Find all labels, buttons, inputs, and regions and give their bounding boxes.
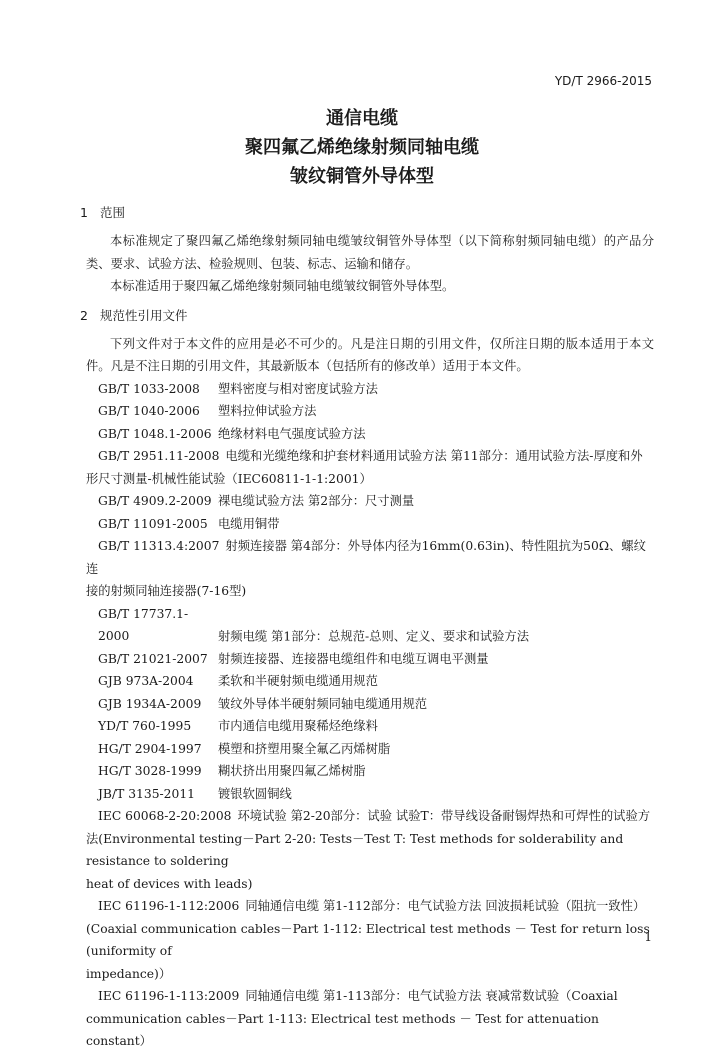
reference-title: 塑料密度与相对密度试验方法 xyxy=(218,381,378,396)
reference-code: GJB 973A-2004 xyxy=(98,674,194,688)
reference-item xyxy=(86,783,654,806)
reference-continuation: 形尺寸测量-机械性能试验（IEC60811-1-1:2001） xyxy=(86,471,372,486)
reference-title: 塑料拉伸试验方法 xyxy=(218,404,317,418)
reference-title: 模塑和挤塑用聚全氟乙丙烯树脂 xyxy=(218,741,391,756)
reference-code: GB/T 1048.1-2006 xyxy=(98,426,212,441)
reference-item xyxy=(86,490,654,513)
section-number: 1 xyxy=(80,205,88,220)
reference-title: 皱纹外导体半硬射频同轴电缆通用规范 xyxy=(218,696,428,711)
reference-item xyxy=(86,445,654,468)
scope-paragraph-2: 本标准适用于聚四氟乙烯绝缘射频同轴电缆皱纹铜管外导体型。 xyxy=(110,279,455,293)
title-block xyxy=(0,104,724,191)
section-title: 规范性引用文件 xyxy=(100,307,188,323)
reference-code: GB/T 17737.1-2000 xyxy=(98,606,189,643)
reference-item xyxy=(86,513,654,536)
reference-continuation: impedance)） xyxy=(86,966,172,981)
reference-code: GB/T 11313.4:2007 xyxy=(98,539,220,553)
reference-title: 糊状挤出用聚四氟乙烯树脂 xyxy=(218,764,366,778)
reference-continuation: 法(Environmental testing－Part 2-20: Tests－Test T: Test methods for solderability and resistance to soldering xyxy=(86,831,624,868)
reference-title: 镀银软圆铜线 xyxy=(218,786,292,801)
reference-code: IEC 61196-1-113:2009 xyxy=(98,989,240,1003)
reference-title: 绝缘材料电气强度试验方法 xyxy=(218,426,366,441)
reference-item xyxy=(86,715,654,738)
reference-title: 柔软和半硬射频电缆通用规范 xyxy=(218,674,378,688)
reference-title: 同轴通信电缆 第1-113部分：电气试验方法 衰减常数试验（Coaxial xyxy=(245,989,618,1003)
reference-item xyxy=(86,895,654,918)
reference-item xyxy=(86,670,654,693)
section-number: 2 xyxy=(80,307,88,323)
reference-code: GB/T 1033-2008 xyxy=(98,381,200,396)
reference-item xyxy=(86,378,654,401)
reference-continuation: heat of devices with leads) xyxy=(86,876,253,891)
reference-list xyxy=(74,378,654,1053)
reference-title: 环境试验 第2-20部分：试验 试验T：带导线设备耐锡焊热和可焊性的试验方 xyxy=(237,809,651,823)
reference-item xyxy=(86,738,654,761)
reference-item xyxy=(86,603,654,648)
reference-title: 射频连接器 第4部分：外导体内径为16mm(0.63in)、特性阻抗为50Ω、螺纹连 xyxy=(86,539,646,576)
reference-title: 射频电缆 第1部分：总规范-总则、定义、要求和试验方法 xyxy=(218,629,530,643)
reference-code: GB/T 1040-2006 xyxy=(98,404,200,418)
reference-title: 电缆和光缆绝缘和护套材料通用试验方法 第11部分：通用试验方法-厚度和外 xyxy=(225,449,643,463)
reference-code: GB/T 2951.11-2008 xyxy=(98,449,220,463)
reference-title: 市内通信电缆用聚稀烃绝缘料 xyxy=(218,719,378,733)
reference-code: YD/T 760-1995 xyxy=(98,719,192,733)
reference-item xyxy=(86,985,654,1008)
document-code: YD/T 2966-2015 xyxy=(554,74,652,88)
reference-code: HG/T 2904-1997 xyxy=(98,741,202,756)
reference-continuation: communication cables－Part 1-113: Electrical test methods － Test for attenuation constant） xyxy=(86,1011,599,1048)
reference-code: JB/T 3135-2011 xyxy=(98,786,195,801)
reference-code: GB/T 4909.2-2009 xyxy=(98,494,212,508)
reference-title: 射频连接器、连接器电缆组件和电缆互调电平测量 xyxy=(218,651,489,666)
reference-item xyxy=(86,760,654,783)
reference-item xyxy=(86,805,654,828)
reference-code: HG/T 3028-1999 xyxy=(98,764,202,778)
reference-continuation: (Coaxial communication cables－Part 1-112: Electrical test methods － Test for return loss (uniformity of xyxy=(86,921,650,958)
reference-item xyxy=(86,400,654,423)
references-intro: 下列文件对于本文件的应用是必不可少的。凡是注日期的引用文件，仅所注日期的版本适用于本文件。凡是不注日期的引用文件，其最新版本（包括所有的修改单）适用于本文件。 xyxy=(86,336,654,373)
reference-code: GJB 1934A-2009 xyxy=(98,696,202,711)
section-2-heading xyxy=(80,306,654,326)
section-title: 范围 xyxy=(100,205,126,220)
title-line-3: 皱纹铜管外导体型 xyxy=(290,166,434,187)
reference-title: 裸电缆试验方法 第2部分：尺寸测量 xyxy=(218,494,415,508)
reference-code: GB/T 11091-2005 xyxy=(98,516,208,531)
reference-item xyxy=(86,693,654,716)
document-body xyxy=(74,203,654,1053)
title-line-2: 聚四氟乙烯绝缘射频同轴电缆 xyxy=(245,137,479,158)
page-number: 1 xyxy=(644,930,652,944)
reference-code: GB/T 21021-2007 xyxy=(98,651,208,666)
scope-paragraph-1: 本标准规定了聚四氟乙烯绝缘射频同轴电缆皱纹铜管外导体型（以下简称射频同轴电缆）的产品分类、要求、试验方法、检验规则、包装、标志、运输和储存。 xyxy=(86,234,654,271)
reference-item xyxy=(86,535,654,580)
reference-item xyxy=(86,423,654,446)
reference-title: 电缆用铜带 xyxy=(218,516,280,531)
reference-title: 同轴通信电缆 第1-112部分：电气试验方法 回波损耗试验（阻抗一致性） xyxy=(245,899,646,913)
reference-code: IEC 60068-2-20:2008 xyxy=(98,809,232,823)
section-1-heading xyxy=(80,203,654,223)
reference-item xyxy=(86,648,654,671)
title-line-1: 通信电缆 xyxy=(326,108,398,129)
reference-code: IEC 61196-1-112:2006 xyxy=(98,899,240,913)
reference-continuation: 接的射频同轴连接器(7-16型) xyxy=(86,584,247,598)
